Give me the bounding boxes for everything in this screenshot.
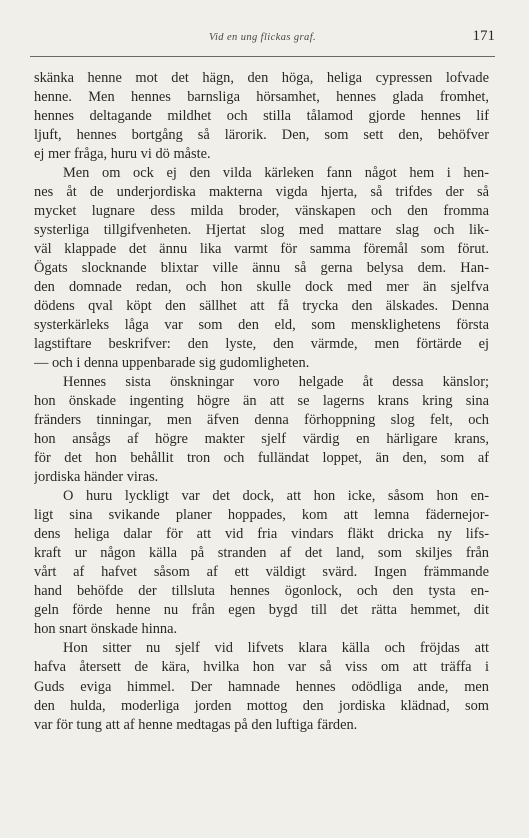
text-line: systerliga tillgifvenheten. Hjertat slog med mattare slag och lik-: [34, 222, 489, 239]
text-line: hon snart önskade hinna.: [34, 621, 178, 638]
text-line: nes åt de underjordiska makterna vigda hjerta, så trifdes der så: [34, 184, 489, 201]
running-title: Vid en ung flickas graf.: [208, 32, 317, 43]
text-line: fränders tinningar, men äfven denna förhoppning slog felt, och: [34, 412, 489, 429]
text-line: O huru lyckligt var det dock, att hon icke, såsom hon en-: [63, 488, 489, 505]
body-text: [34, 69, 489, 735]
text-line: Hon sitter nu sjelf vid lifvets klara källa och fröjdas att: [63, 640, 489, 657]
text-line: — och i denna uppenbarade sig gudomligheten.: [34, 355, 310, 372]
text-line: dens heliga dalar för att vid fria vindars fläkt dricka ny lifs-: [34, 526, 489, 543]
text-line: lagstiftare beskrifver: den lyste, den värmde, men förtärde ej: [34, 336, 489, 353]
text-line: Guds eviga himmel. Der hamnade hennes odödliga ande, men: [34, 678, 489, 695]
text-line: systerkärleks låga var som den eld, som mensklighetens första: [34, 317, 489, 334]
text-line: kraft ur någon källa på stranden af det land, som skiljes från: [34, 545, 489, 562]
text-line: geln förde henne nu från egen bygd till det rätta hemmet, dit: [34, 602, 489, 619]
text-line: henne. Men hennes barnsliga hörsamhet, hennes glada fromhet,: [34, 89, 489, 106]
running-head: [30, 28, 495, 56]
text-line: väl klappade det ännu lika varmt för samma föremål som förut.: [34, 241, 489, 258]
header-rule: [30, 56, 495, 57]
text-line: Ögats slocknande blixtar ville ännu så gerna belysa dem. Han-: [34, 260, 489, 277]
text-line: hafva återsett de kära, hvilka hon var så viss om att träffa i: [34, 659, 489, 676]
text-line: hon ansågs af högre makter sjelf värdig en härligare krans,: [34, 431, 489, 448]
text-line: ljuft, hennes bortgång så lärorik. Den, som sett den, behöfver: [34, 127, 489, 144]
text-line: Hennes sista önskningar voro helgade åt dessa känslor;: [63, 374, 489, 391]
text-line: för det hon behållit tron och fulländat loppet, än den, som af: [34, 450, 489, 467]
text-line: jordiska händer viras.: [34, 469, 159, 486]
text-line: Men om ock ej den vilda kärleken fann något hem i hen-: [63, 165, 489, 182]
page-number: 171: [472, 28, 495, 44]
text-line: var för tung att af henne medtagas på den luftiga färden.: [34, 716, 358, 733]
text-line: den domnade redan, och hon skulle dock med mer än sjelfva: [34, 279, 489, 296]
text-line: ej mer fråga, huru vi dö måste.: [34, 146, 211, 163]
text-line: dödens qval köpt den sällhet att få trycka den älskades. Denna: [34, 298, 489, 315]
text-line: ligt sina svikande planer hoppades, kom att lemna fädernejor-: [34, 507, 489, 524]
text-line: skänka henne mot det hägn, den höga, heliga cypressen lofvade: [34, 70, 489, 86]
text-line: den hulda, moderliga jorden mottog den jordiska klädnad, som: [34, 697, 489, 714]
text-line: hennes deltagande mildhet och stilla tålamod gjorde hennes lif: [34, 108, 489, 125]
text-line: hand behöfde der tillsluta hennes ögonlock, och den tysta en-: [34, 583, 489, 600]
text-line: vårt af hafvet såsom af ett väldigt svärd. Ingen främmande: [34, 564, 489, 581]
text-line: mycket lugnare dess milda broder, vänskapen och den fromma: [34, 203, 489, 220]
text-line: hon önskade ingenting högre än att se lagerns krans kring sina: [34, 393, 489, 410]
